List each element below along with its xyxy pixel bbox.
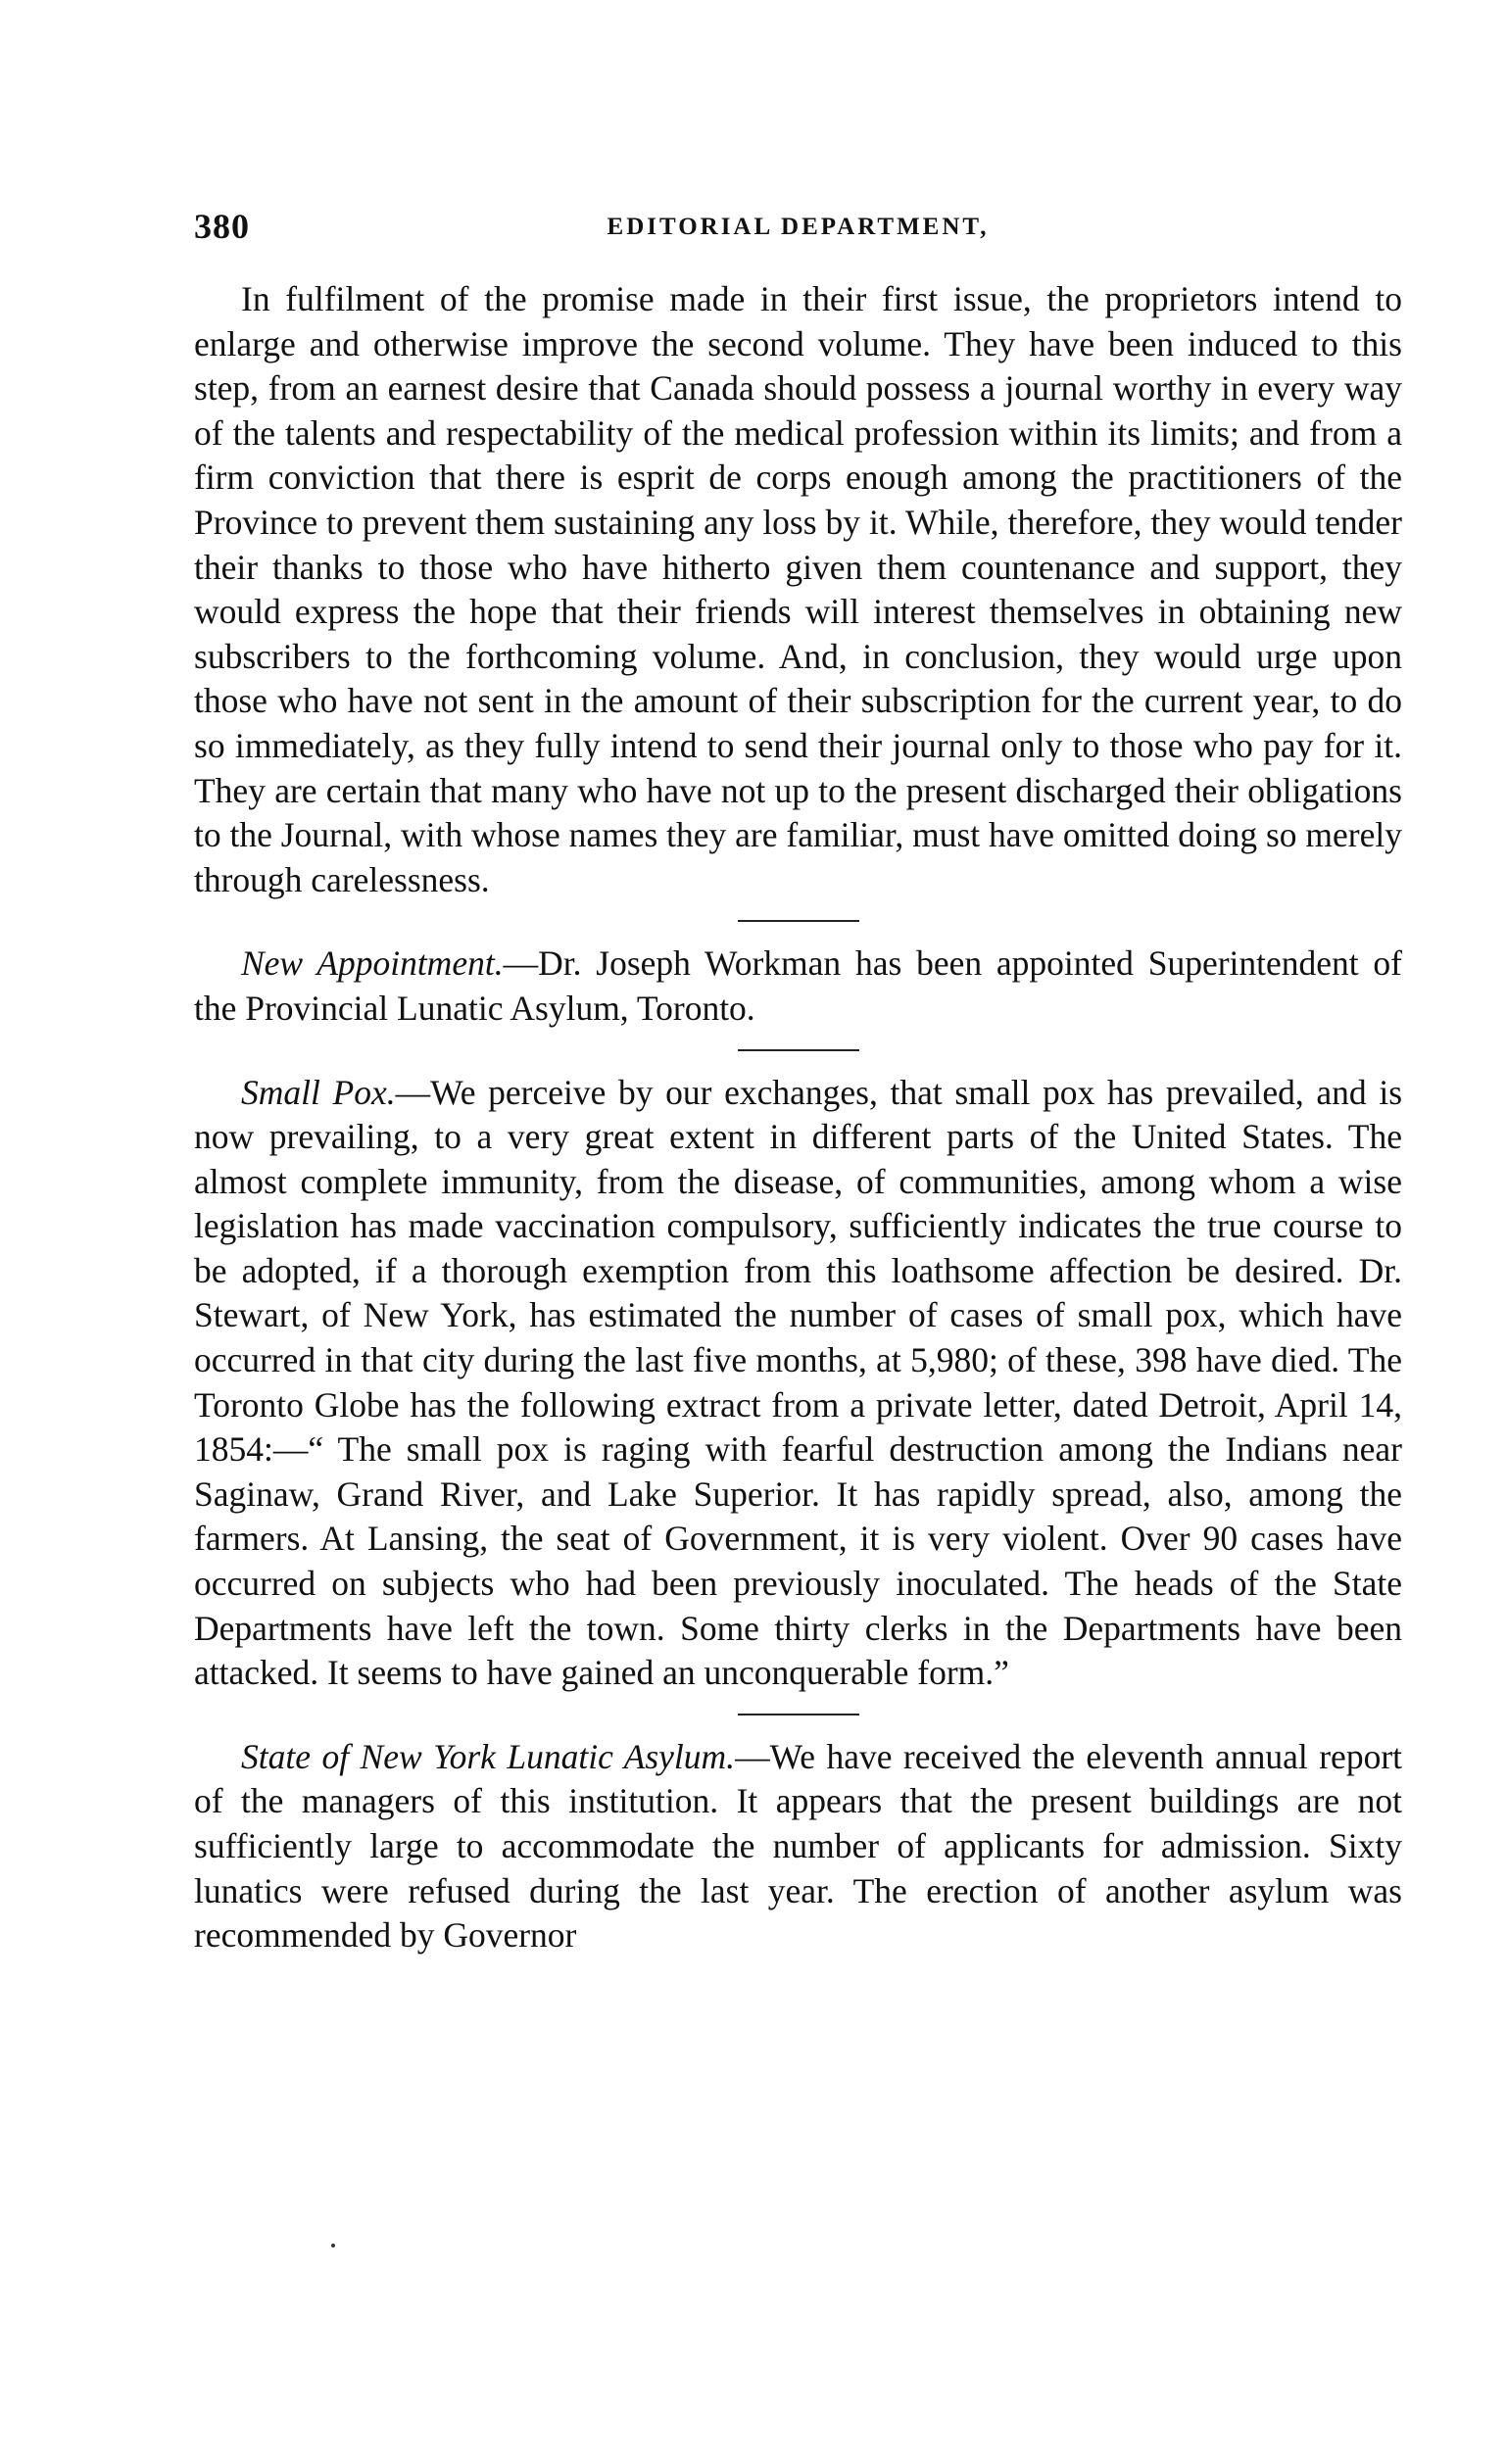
- smallpox-paragraph: [194, 1071, 1402, 1696]
- article-body: [194, 277, 1402, 1958]
- appointment-text: —Dr. Joseph Workman has been appointed Superintendent of the Provincial Lunatic Asylum, Toronto.: [194, 943, 1403, 1028]
- running-head: EDITORIAL DEPARTMENT,: [607, 214, 990, 240]
- asylum-text: —We have received the eleventh annual report of the managers of this institution. It appears that the present buildings are not sufficiently large to accommodate the number of applicants for admission. Sixty lunatics were refused during the last year. The erection of another asylum was recommended by Governor: [194, 1736, 1402, 1956]
- section-divider: [738, 1049, 859, 1051]
- smallpox-text: —We perceive by our exchanges, that small pox has prevailed, and is now prevailing, to a very great extent in different parts of the United States. The almost complete immunity, from the disease, of communities, among whom a wise legislation has made vaccination compulsory, sufficiently indicates the true course to be adopted, if a thorough exemption from this loathsome affection be desired. Dr. Stewart, of New York, has estimated the number of cases of small pox, which have occurred in that city during the last five months, at 5,980; of these, 398 have died. The Toronto Globe has the following extract from a private letter, dated Detroit, April 14, 1854:—“ The small pox is raging with fearful destruction among the Indians near Saginaw, Grand River, and Lake Superior. It has rapidly spread, also, among the farmers. At Lansing, the seat of Government, it is very violent. Over 90 cases have occurred on subjects who had been previously inoculated. The heads of the State Departments have left the town. Some thirty clerks in the Departments have been attacked. It seems to have gained an unconquerable form.”: [194, 1072, 1403, 1693]
- page-header: [194, 206, 1402, 255]
- smallpox-title: Small Pox.: [241, 1072, 396, 1112]
- appointment-title: New Appointment.: [241, 943, 504, 984]
- asylum-paragraph: [194, 1735, 1402, 1958]
- appointment-paragraph: [194, 942, 1402, 1031]
- section-divider: [738, 1714, 859, 1715]
- intro-paragraph: In fulfilment of the promise made in their first issue, the proprietors intend to enlarge and otherwise improve the second volume. They have been induced to this step, from an earnest desire that Canada should possess a journal worthy in every way of the talents and respectability of the medical profession within its limits; and from a firm conviction that there is esprit de corps enough among the practitioners of the Province to prevent them sustaining any loss by it. While, therefore, they would tender their thanks to those who have hitherto given them countenance and support, they would express the hope that their friends will interest themselves in obtaining new subscribers to the forthcoming volume. And, in conclusion, they would urge upon those who have not sent in the amount of their subscription for the current year, to do so immediately, as they fully intend to send their journal only to those who pay for it. They are certain that many who have not up to the present discharged their obligations to the Journal, with whose names they are familiar, must have omitted doing so merely through carelessness.: [194, 279, 1402, 899]
- ink-speck: [331, 2244, 335, 2247]
- asylum-title: State of New York Lunatic Asylum.: [241, 1736, 736, 1776]
- page-number: 380: [194, 207, 250, 246]
- section-divider: [738, 920, 859, 922]
